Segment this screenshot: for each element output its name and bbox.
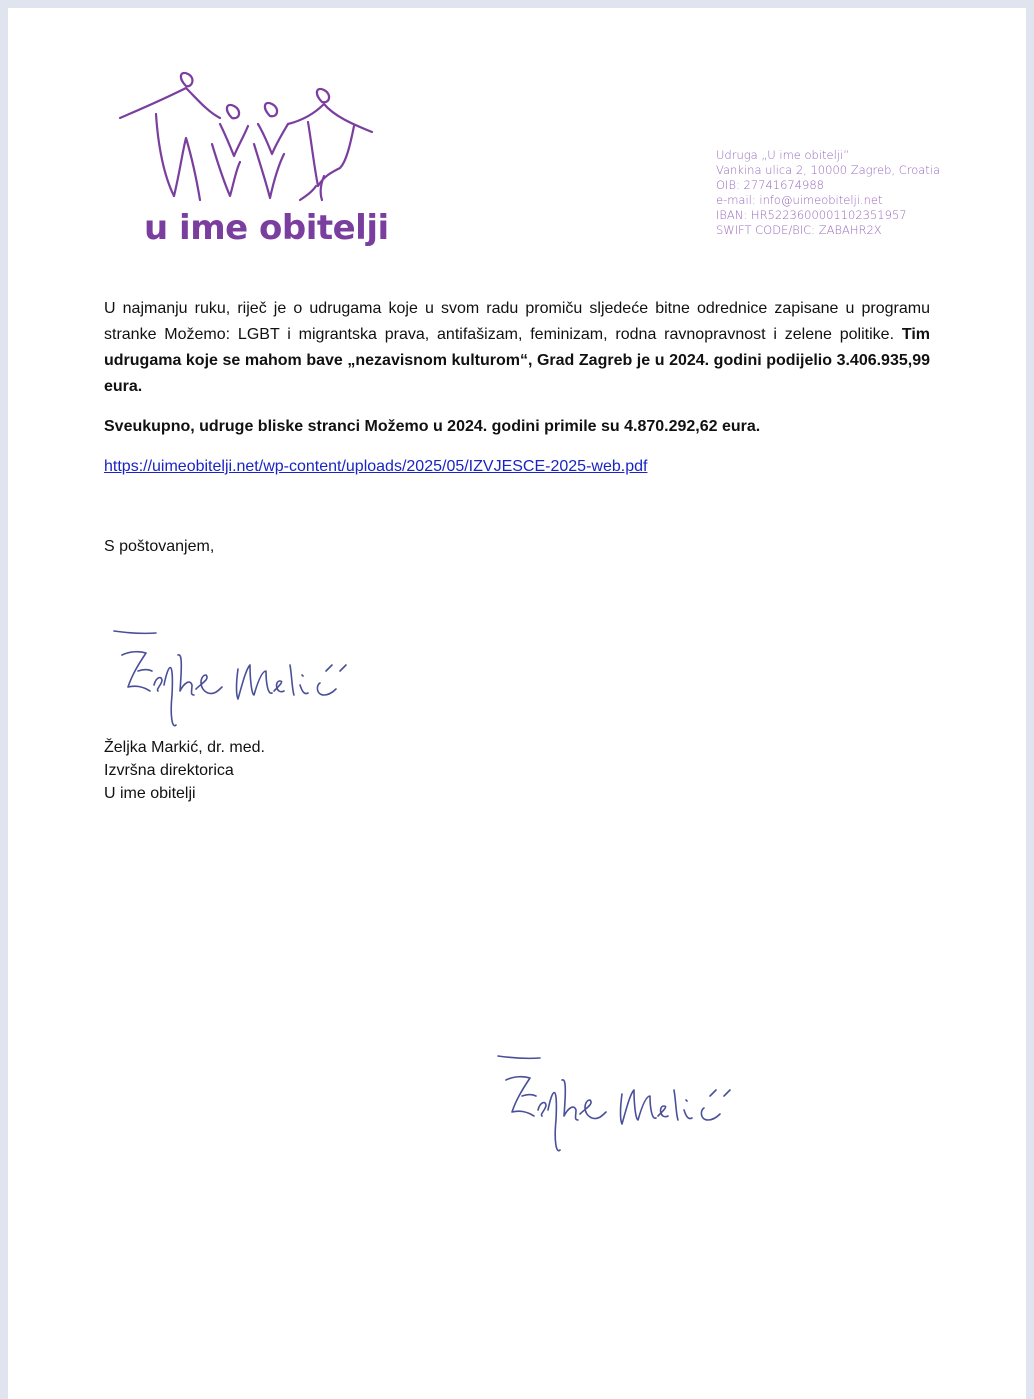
signer-block: [104, 736, 265, 805]
contact-email: e-mail: info@uimeobitelji.net: [716, 193, 883, 207]
paragraph-1: [104, 296, 930, 400]
letter-page: [8, 8, 1026, 1399]
contact-org-name: Udruga „U ime obitelji”: [716, 148, 850, 162]
signer-title: Izvršna direktorica: [104, 762, 234, 779]
contact-block: [716, 148, 940, 238]
handwritten-signature-icon: [108, 625, 358, 735]
signer-name: Željka Markić, dr. med.: [104, 739, 265, 756]
report-link[interactable]: https://uimeobitelji.net/wp-content/uploads/2025/05/IZVJESCE-2025-web.pdf: [104, 458, 648, 475]
signature-image-secondary: [492, 1050, 742, 1165]
contact-swift: SWIFT CODE/BIC: ZABAHR2X: [716, 223, 882, 237]
greeting: S poštovanjem,: [104, 538, 215, 555]
paragraph-2-bold: Sveukupno, udruge bliske stranci Možemo u 2024. godini primile su 4.870.292,62 eura.: [104, 418, 761, 435]
handwritten-signature-icon: [492, 1050, 742, 1160]
organization-logo: [108, 66, 389, 261]
contact-iban: IBAN: HR5223600001102351957: [716, 208, 907, 222]
logo-wordmark: u ime obitelji: [144, 208, 389, 248]
contact-address: Vankina ulica 2, 10000 Zagreb, Croatia: [716, 163, 941, 177]
paragraph-1-bold: Tim udrugama koje se mahom bave „nezavisnom kulturom“, Grad Zagreb je u 2024. godini podijelio 3.406.935,99 eura.: [104, 326, 930, 395]
family-figures-logo-icon: [108, 66, 383, 216]
paragraph-1-text: U najmanju ruku, riječ je o udrugama koje u svom radu promiču sljedeće bitne odrednice zapisane u programu stranke Možemo: LGBT i migrantska prava, antifašizam, feminizam, rodna ravnopravnost i zelene politike.: [104, 300, 930, 343]
signer-organization: U ime obitelji: [104, 785, 196, 802]
signature-image: [108, 625, 358, 740]
contact-oib: OIB: 27741674988: [716, 178, 824, 192]
letter-body: [104, 296, 930, 480]
